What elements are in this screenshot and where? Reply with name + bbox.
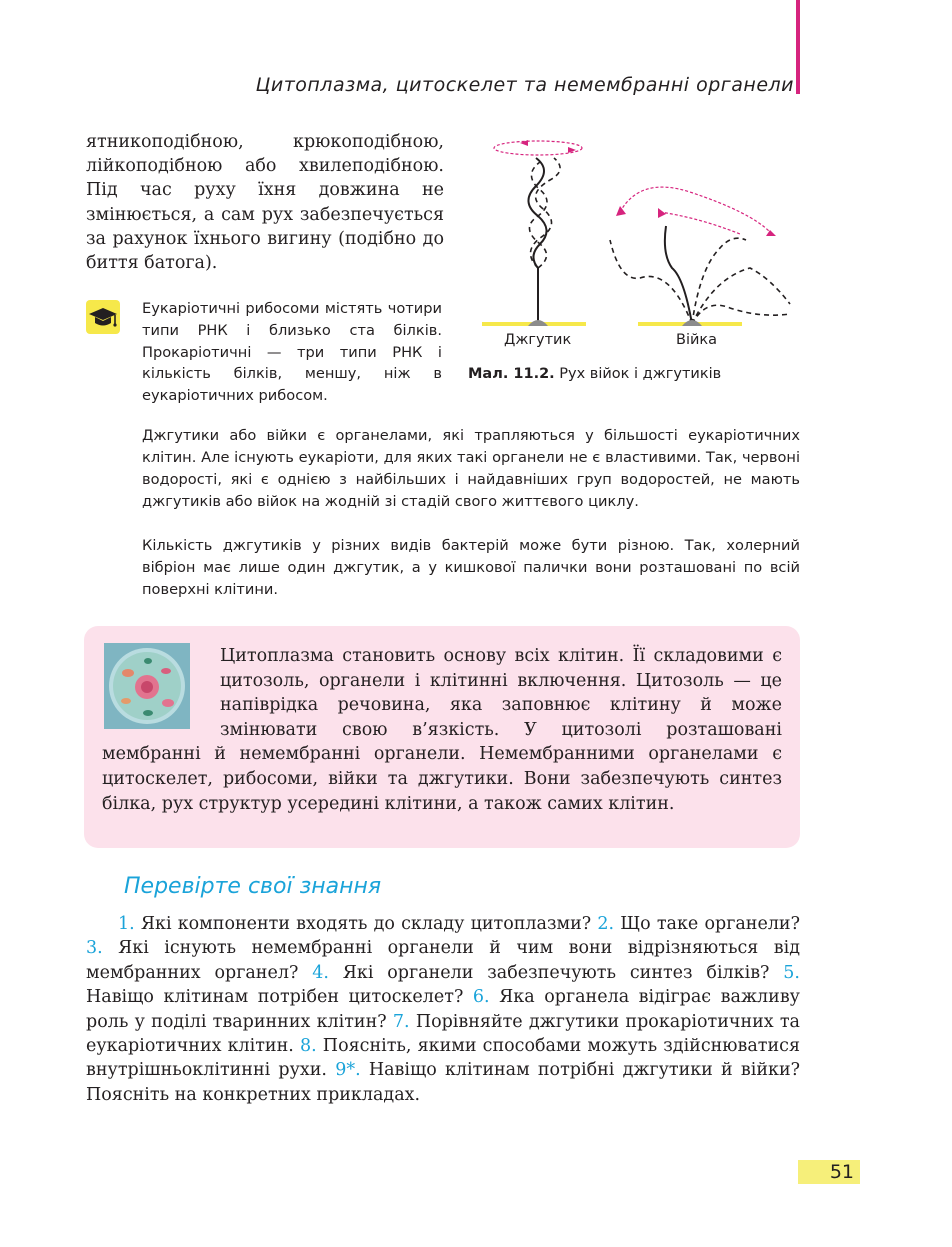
question-number: 8. [299, 1036, 317, 1057]
page-number-badge [798, 1160, 860, 1184]
question-text: Які компоненти входять до складу цитоплазми? [134, 914, 598, 934]
question-number: 1. [118, 914, 135, 934]
question-number: 3. [86, 938, 103, 959]
graduation-cap-icon [86, 300, 120, 334]
flagellum-label: Джгутик [504, 332, 572, 348]
question-number: 6. [472, 987, 490, 1008]
header-accent-bar [796, 0, 800, 94]
question-number: 2. [597, 914, 615, 934]
question-number: 9*. [335, 1060, 361, 1081]
figure-caption [468, 366, 721, 382]
paragraph-2: Кількість джгутиків у різних видів бактерій може бути різною. Так, холерний вібріон має лише один джгутик, а у кишкової палички вони розташовані по всій поверхні клітини. [142, 537, 800, 598]
question-number: 4. [312, 962, 329, 983]
intro-paragraph: ятникоподібною, крюкоподібною, лійкоподібною або хвилеподібною. Під час руху їхня довжина не змінюється, а сам рух забезпечується за рахунок їхнього вигину (подібно до биття батога). [86, 132, 444, 274]
caption-text: Рух війок і джгутиків [554, 366, 722, 382]
question-text: Яка органела відіграє важливу роль у поділі тваринних клітин? [86, 987, 800, 1032]
cilium-motion-arrow [620, 187, 770, 232]
question-text: Які органели забезпечують синтез білків? [328, 962, 784, 983]
question-text: Порівняйте джгутики прокаріотичних та еукаріотичних клітин. [86, 1011, 800, 1057]
questions-list [86, 912, 800, 1107]
paragraph-1: Джгутики або війки є органелами, які трапляються у більшості еукаріотичних клітин. Але існують еукаріоти, для яких такі органели не є властивими. Так, червоні водорості, які є однією з найбільших і найдавніших груп водоростей, не мають джгутиків або війок на жодній зі стадій свого життєвого циклу. [142, 427, 800, 510]
figure-flagellum-cilium [470, 128, 800, 393]
question-text: Навіщо клітинам потрібні джгутики й війки? Поясніть на конкретних прикладах. [86, 1060, 800, 1105]
question-number: 5. [783, 962, 800, 983]
chapter-title: Цитоплазма, цитоскелет та немембранні органели [255, 74, 794, 96]
question-text: Навіщо клітинам потрібен цитоскелет? [86, 987, 473, 1008]
section-title: Перевірте свої знання [124, 874, 382, 899]
summary-text: Цитоплазма становить основу всіх клітин. Її складовими є цитозоль, органели і клітинні включення. Цитозоль — це напіврідка речовина, яка заповнює клітину й може змінювати свою в’язкість. У цитозолі розташовані мембранні й немембранні органели. Немембранними органелами є цитоскелет, рибосоми, війки та джгутики. Вони забезпечують синтез білка, рух структур усередині клітини, а також самих клітин. [102, 646, 782, 814]
movement-diagram [470, 128, 800, 328]
cilium [665, 226, 692, 324]
question-text: Поясніть, якими способами можуть здійснюватися внутрішньоклітинні рухи. [86, 1036, 800, 1081]
question-text: Які існують немембранні органели й чим вони відрізняються від мембранних органел? [86, 938, 800, 983]
note-text: Еукаріотичні рибосоми містять чотири типи РНК і близько ста білків. Прокаріотичні — три типи РНК і кількість білків, меншу, ніж в еукаріотичних рибосом. [142, 300, 442, 405]
caption-number: Мал. 11.2. [468, 366, 555, 382]
page-number: 51 [829, 1161, 854, 1183]
summary-text-block [102, 644, 782, 816]
question-text: Що таке органели? [614, 914, 800, 934]
cilium-label: Війка [676, 332, 718, 348]
question-number: 7. [392, 1011, 410, 1032]
